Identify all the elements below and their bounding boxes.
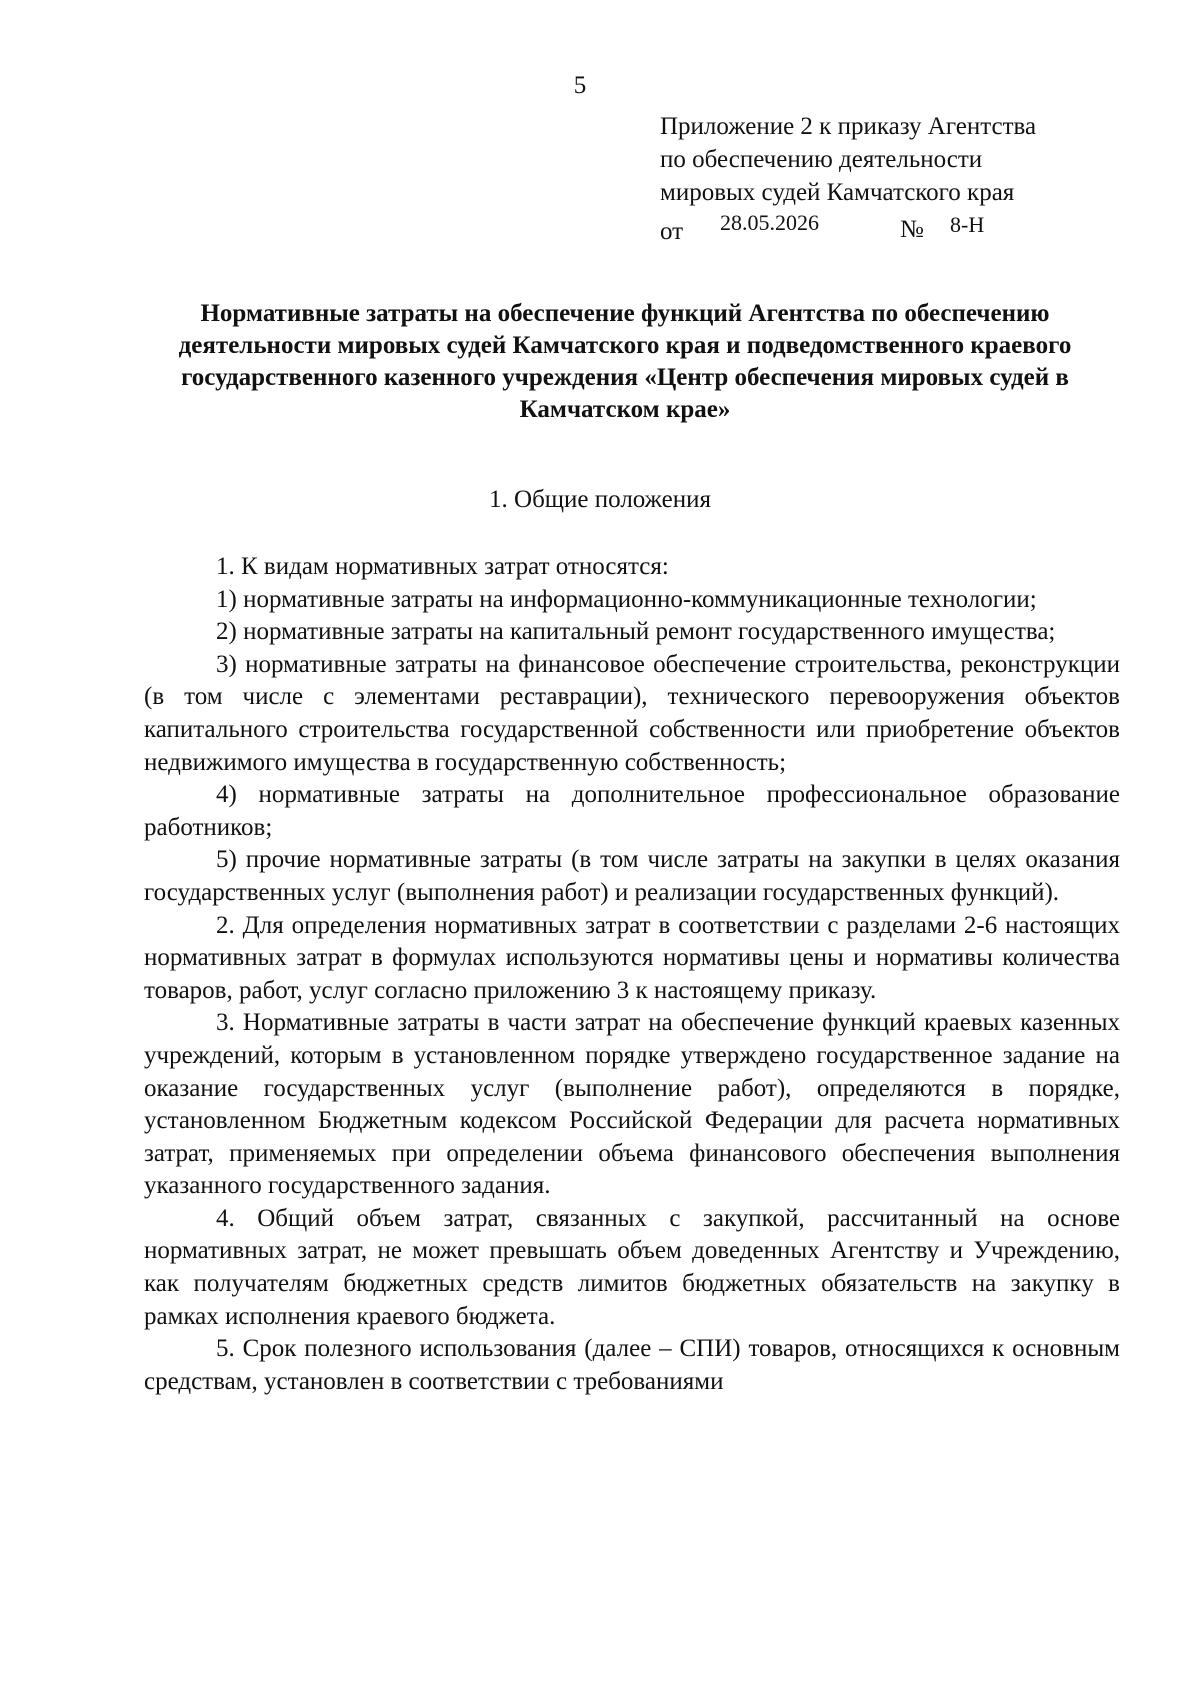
approval-meta (660, 209, 1140, 245)
page-number: 5 (573, 72, 587, 99)
document-body (144, 551, 1120, 1398)
approval-line: мировых судей Камчатского края (660, 179, 1015, 206)
paragraph: 1. К видам нормативных затрат относятся: (216, 553, 669, 580)
approval-number: 8-Н (950, 212, 985, 237)
paragraph: 3. Нормативные затраты в части затрат на обеспечение функций краевых казенных учреждений, которым в установленном порядке утверждено государственное задание на оказание государственных услуг (выполнение работ), определяются в порядке, установленном Бюджетным кодексом Российской Федерации для расчета нормативных затрат, применяемых при определении объема финансового обеспечения выполнения указанного государственного задания. (144, 1009, 1120, 1200)
paragraph: 2) нормативные затраты на капитальный ремонт государственного имущества; (216, 618, 1056, 646)
approval-date: 28.05.2026 (720, 210, 819, 235)
paragraph: 3) нормативные затраты на финансовое обеспечение строительства, реконструкции (в том числе с элементами реставрации), технического перевооружения объектов капитального строительства государственной собственности или приобретение объектов недвижимого имущества в государственную собственность; (144, 650, 1120, 776)
approval-number-label: № (900, 216, 924, 243)
section-heading: 1. Общие положения (489, 486, 711, 513)
paragraph: 5) прочие нормативные затраты (в том числе затраты на закупки в целях оказания государственных услуг (выполнения работ) и реализации государственных функций). (144, 846, 1120, 906)
paragraph: 4. Общий объем затрат, связанных с закупкой, рассчитанный на основе нормативных затрат, не может превышать объем доведенных Агентству и Учреждению, как получателям бюджетных средств лимитов бюджетных обязательств на закупку в рамках исполнения краевого бюджета. (144, 1204, 1120, 1330)
paragraph: 5. Срок полезного использования (далее – СПИ) товаров, относящихся к основным средствам, установлен в соответствии с требованиями (144, 1335, 1120, 1395)
approval-line: по обеспечению деятельности (660, 146, 983, 173)
approval-line: Приложение 2 к приказу Агентства (660, 113, 1037, 140)
paragraph: 1) нормативные затраты на информационно-коммуникационные технологии; (216, 585, 1037, 613)
paragraph: 2. Для определения нормативных затрат в соответствии с разделами 2-6 настоящих нормативных затрат в формулах используются нормативы цены и нормативы количества товаров, работ, услуг согласно приложению 3 к настоящему приказу. (144, 911, 1120, 1004)
approval-from-label: от (660, 218, 684, 245)
approval-block (660, 110, 1140, 245)
document-title: Нормативные затраты на обеспечение функций Агентства по обеспечению деятельности мировых судей Камчатского края и подведомственного краевого государственного казенного учреждения «Центр обеспечения мировых судей в Камчатском крае» (178, 300, 1072, 423)
paragraph: 4) нормативные затраты на дополнительное профессиональное образование работников; (144, 781, 1120, 841)
